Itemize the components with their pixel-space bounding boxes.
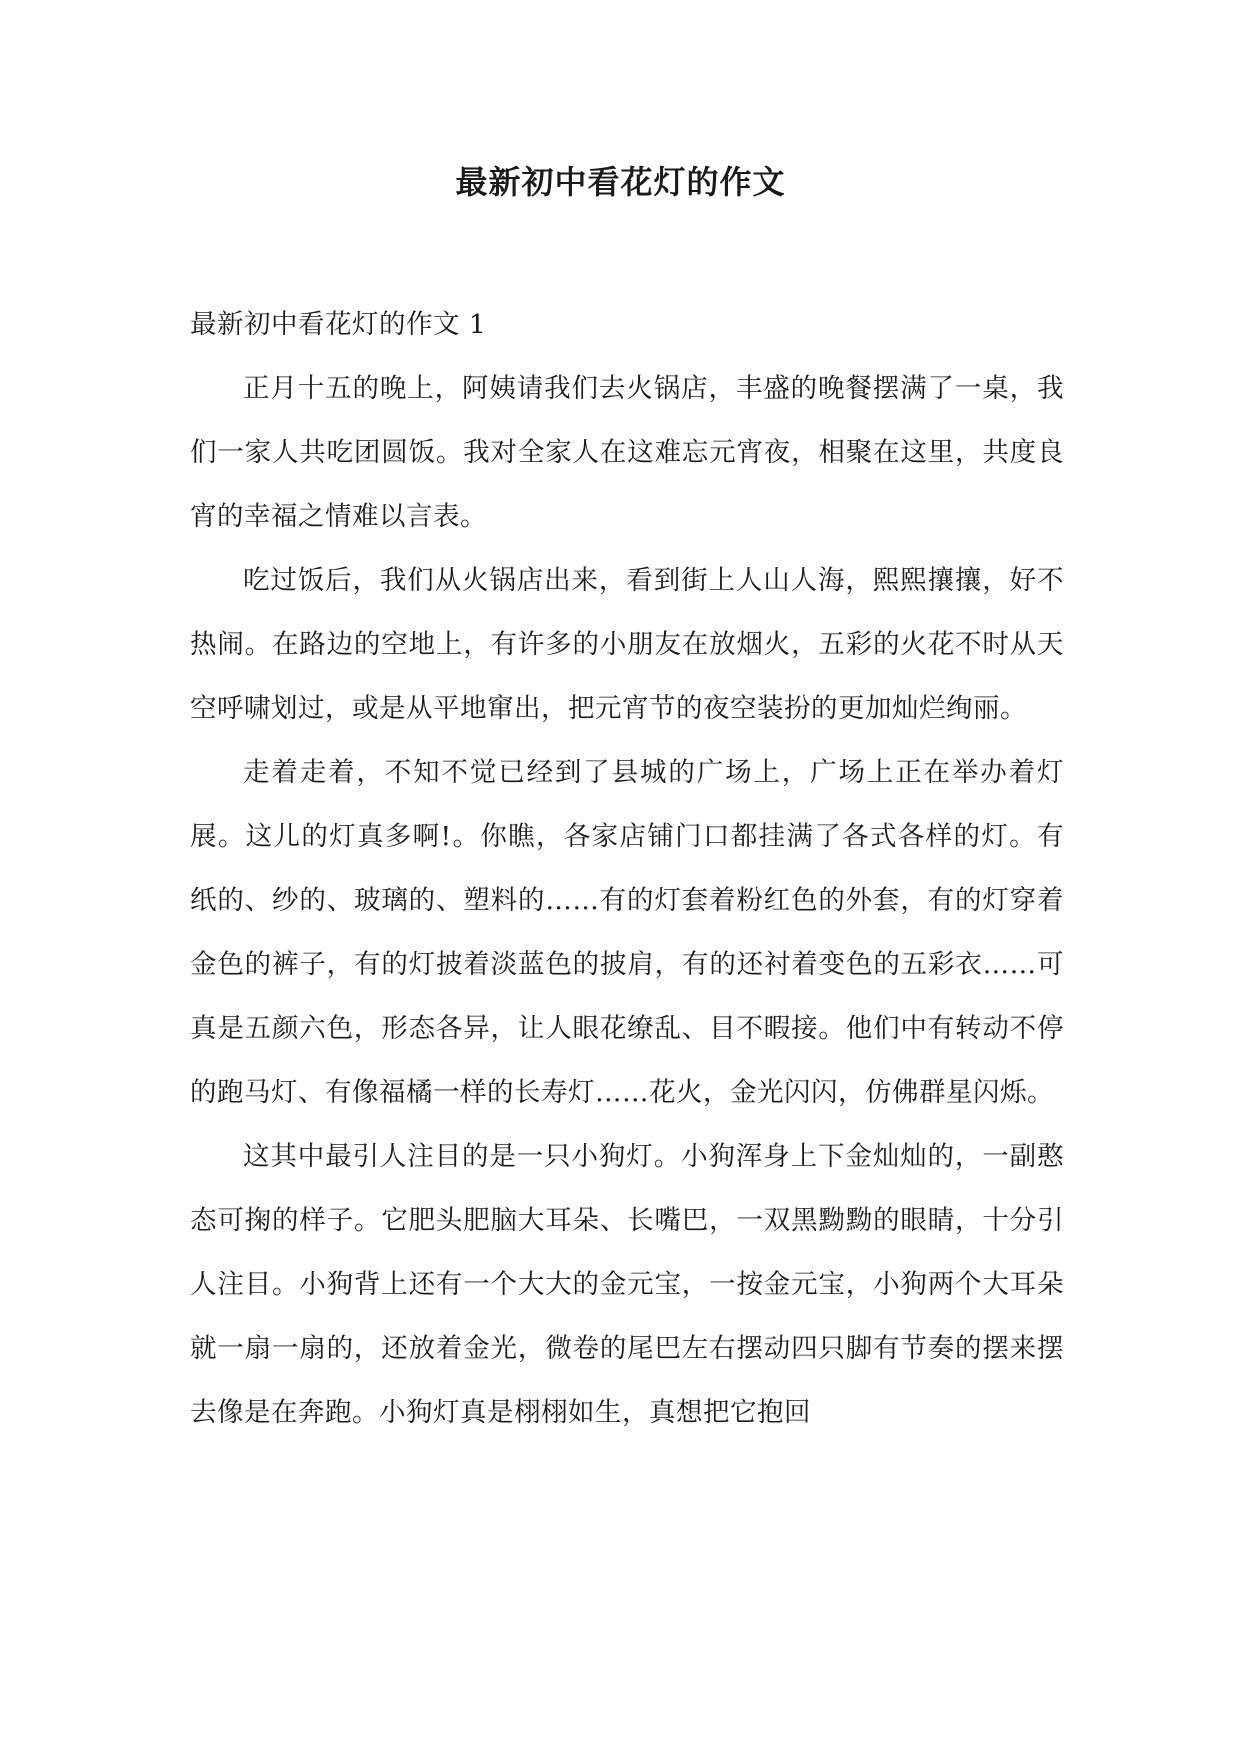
paragraph-1: 正月十五的晚上，阿姨请我们去火锅店，丰盛的晚餐摆满了一桌，我们一家人共吃团圆饭。我对全家人在这难忘元宵夜，相聚在这里，共度良宵的幸福之情难以言表。 (190, 373, 1064, 532)
document-title: 最新初中看花灯的作文 (455, 163, 786, 201)
paragraph-3: 走着走着，不知不觉已经到了县城的广场上，广场上正在举办着灯展。这儿的灯真多啊!。你瞧，各家店铺门口都挂满了各式各样的灯。有纸的、纱的、玻璃的、塑料的……有的灯套着粉红色的外套，有的灯穿着金色的裤子，有的灯披着淡蓝色的披肩，有的还衬着变色的五彩衣……可真是五颜六色，形态各异，让人眼花缭乱、目不暇接。他们中有转动不停的跑马灯、有像福橘一样的长寿灯……花火，金光闪闪，仿佛群星闪烁。 (190, 757, 1064, 1108)
document-body (190, 293, 1064, 1445)
paragraph-4: 这其中最引人注目的是一只小狗灯。小狗浑身上下金灿灿的，一副憨态可掬的样子。它肥头肥脑大耳朵、长嘴巴，一双黑黝黝的眼睛，十分引人注目。小狗背上还有一个大大的金元宝，一按金元宝，小狗两个大耳朵就一扇一扇的，还放着金光，微卷的尾巴左右摆动四只脚有节奏的摆来摆去像是在奔跑。小狗灯真是栩栩如生，真想把它抱回 (190, 1141, 1064, 1428)
paragraph-2: 吃过饭后，我们从火锅店出来，看到街上人山人海，熙熙攘攘，好不热闹。在路边的空地上，有许多的小朋友在放烟火，五彩的火花不时从天空呼啸划过，或是从平地窜出，把元宵节的夜空装扮的更加灿烂绚丽。 (190, 565, 1064, 724)
section-heading: 最新初中看花灯的作文 1 (190, 309, 487, 340)
